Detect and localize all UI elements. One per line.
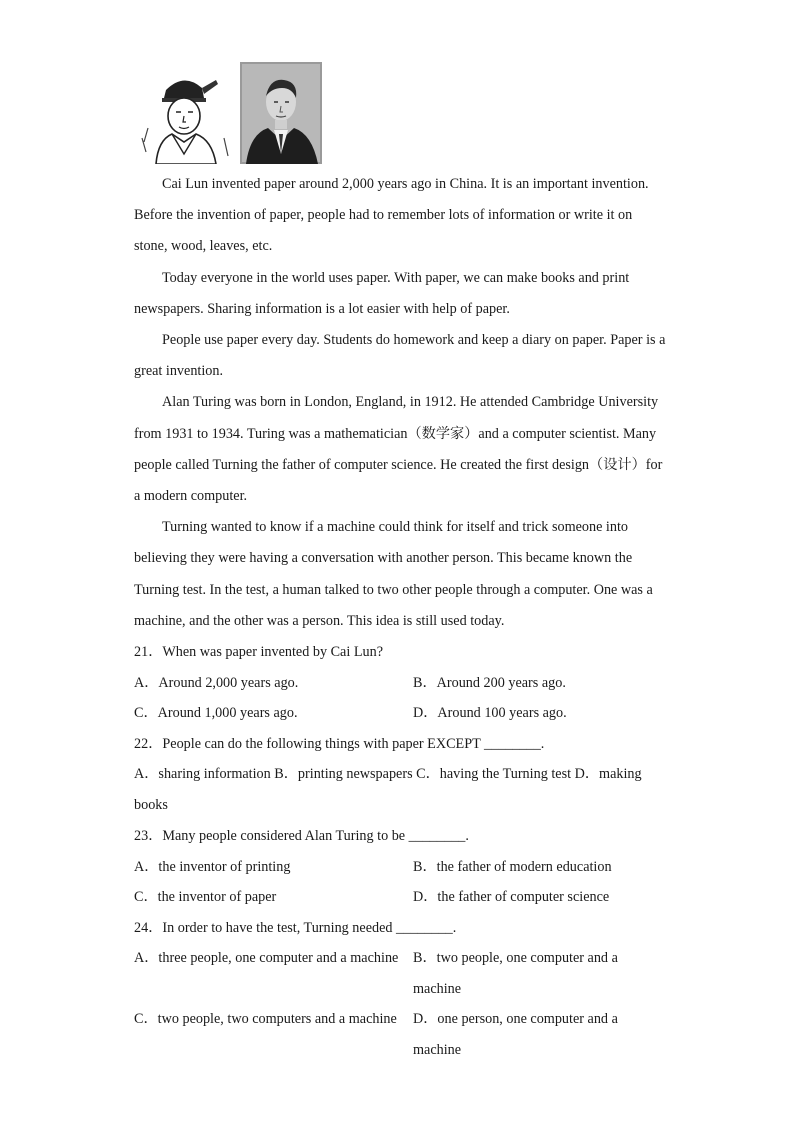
option-a[interactable]: A．Around 2,000 years ago. bbox=[134, 674, 299, 691]
answer-options bbox=[134, 759, 669, 821]
option-b[interactable]: B．the father of modern education bbox=[413, 858, 612, 875]
question-stem: 23．Many people considered Alan Turing to be ________. bbox=[134, 828, 469, 845]
alan-turing-photo bbox=[240, 62, 322, 164]
question-stem: 24．In order to have the test, Turning needed ________. bbox=[134, 919, 457, 936]
passage-paragraph: Turning wanted to know if a machine could think for itself and trick someone into believing they were having a conversation with another person. This became known the Turning test. In the test, a human talked to two other people through a computer. One was a machine, and the other was a person. This idea is still used today. bbox=[134, 519, 653, 629]
option-d[interactable]: D．Around 100 years ago. bbox=[413, 705, 567, 722]
question-stem: 21．When was paper invented by Cai Lun? bbox=[134, 644, 383, 661]
answer-options bbox=[134, 943, 669, 1065]
option-a[interactable]: A．three people, one computer and a machine bbox=[134, 950, 399, 967]
option-d[interactable]: D．making books bbox=[134, 766, 642, 814]
question-22 bbox=[134, 729, 669, 822]
option-d[interactable]: D．one person, one computer and a machine bbox=[413, 1011, 618, 1058]
passage-paragraph: Today everyone in the world uses paper. With paper, we can make books and print newspapers. Sharing information is a lot easier with help of paper. bbox=[134, 269, 630, 317]
question-23 bbox=[134, 821, 669, 913]
option-c[interactable]: C．the inventor of paper bbox=[134, 889, 277, 906]
passage-paragraph: Cai Lun invented paper around 2,000 years ago in China. It is an important invention. Before the invention of paper, people had to remember lots of information or write it on stone, wood, leaves, etc. bbox=[134, 176, 649, 255]
document-body bbox=[134, 169, 669, 1065]
option-d[interactable]: D．the father of computer science bbox=[413, 889, 610, 906]
question-24 bbox=[134, 913, 669, 1066]
passage-paragraph: Alan Turing was born in London, England, in 1912. He attended Cambridge University from 1931 to 1934. Turing was a mathematician（数学家）and a computer scientist. Many people called Turning the father of computer science. He created the first design（设计）for a modern computer. bbox=[134, 394, 663, 505]
question-21 bbox=[134, 637, 669, 729]
cai-lun-portrait bbox=[136, 68, 234, 164]
option-c[interactable]: C．Around 1,000 years ago. bbox=[134, 705, 298, 722]
option-a[interactable]: A．the inventor of printing bbox=[134, 858, 291, 875]
question-stem: 22．People can do the following things with paper EXCEPT ________. bbox=[134, 735, 545, 752]
answer-options bbox=[134, 852, 669, 913]
option-b[interactable]: B．Around 200 years ago. bbox=[413, 674, 566, 691]
option-b[interactable]: B．printing newspapers bbox=[274, 766, 413, 783]
answer-options bbox=[134, 668, 669, 729]
option-c[interactable]: C．two people, two computers and a machine bbox=[134, 1011, 397, 1028]
option-a[interactable]: A．sharing information bbox=[134, 766, 271, 783]
passage-paragraph: People use paper every day. Students do homework and keep a diary on paper. Paper is a great invention. bbox=[134, 332, 666, 380]
option-c[interactable]: C．having the Turning test bbox=[416, 766, 572, 783]
illustrations bbox=[136, 62, 336, 166]
option-b[interactable]: B．two people, one computer and a machine bbox=[413, 950, 618, 997]
